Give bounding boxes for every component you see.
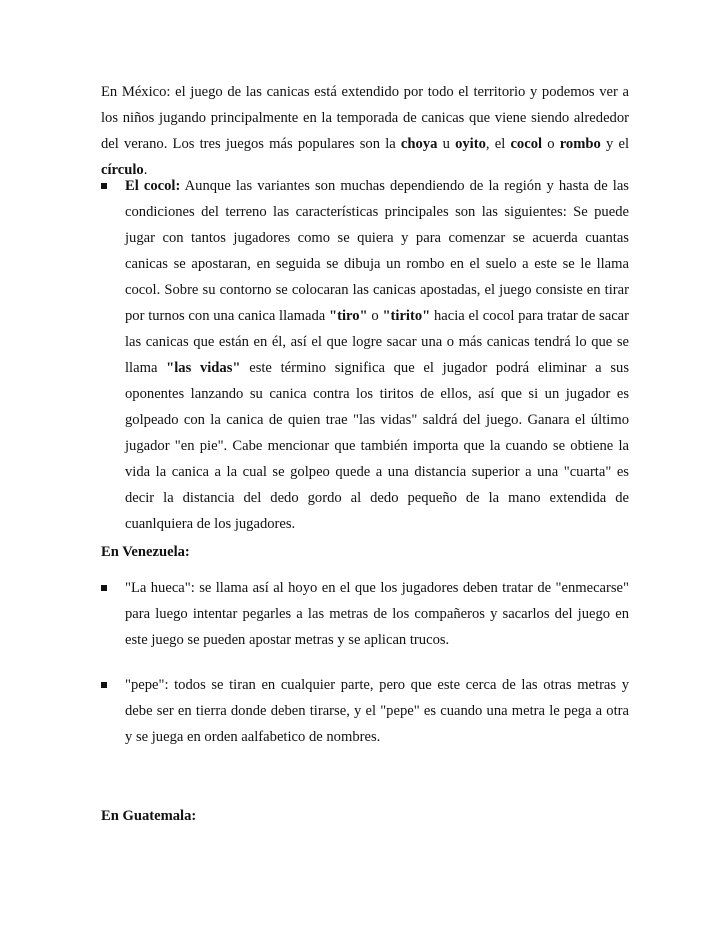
bold-term: rombo	[559, 136, 601, 152]
list-item-cocol	[101, 173, 629, 537]
bold-term: "tirito"	[382, 308, 431, 324]
guatemala-heading: En Guatemala:	[101, 808, 197, 824]
list-item-text: "pepe": todos se tiran en cualquier parte, pero que este cerca de las otras metras y debe ser en tierra donde deben tirarse, y el "pepe" es cuando una metra le pega a otra y se juega en orden aalfabetico de nombres.	[125, 677, 629, 745]
text-run: o	[367, 308, 383, 324]
text-run: o	[542, 136, 560, 152]
text-run: En México: el juego de las canicas está extendido por todo el territorio y podemos ver a los niños jugando principalmente en la temporada de canicas que viene siendo alrededor del verano. Los tres juegos más populares son la	[101, 84, 629, 152]
text-run: este término significa que el jugador podrá eliminar a sus oponentes lanzando su canica contra los tiritos de ellos, así que si un jugador es golpeado con la canica de quien trae "las vidas" saldrá del juego. Ganara el último jugador "en pie". Cabe mencionar que también importa que la cuando se obtiene la vida la canica a la cual se golpeo quede a una distancia superior a una "cuarta" es decir la distancia del dedo gordo al dedo pequeño de la mano extendida de cuanlquiera de los jugadores.	[125, 360, 629, 532]
text-run: hacia el cocol para tratar de sacar las canicas que están en él, así el que logre sacar una o más canicas tendrá lo que se llama	[125, 308, 630, 376]
cocol-paragraph	[125, 173, 629, 537]
item-title: El cocol:	[125, 178, 181, 194]
text-run: .	[143, 162, 148, 178]
text-run: , el	[485, 136, 511, 152]
venezuela-list-2	[101, 672, 629, 750]
bold-term: círculo	[101, 162, 144, 178]
list-item	[101, 575, 629, 653]
bold-term: "tiro"	[329, 308, 368, 324]
bold-term: choya	[400, 136, 438, 152]
venezuela-list	[101, 575, 629, 653]
square-bullet-icon	[101, 183, 107, 189]
mexico-games-list	[101, 173, 629, 537]
list-item-text: "La hueca": se llama así al hoyo en el que los jugadores deben tratar de "enmecarse" para luego intentar pegarles a las metras de los compañeros y sacarlos del juego en este juego se pueden apostar metras y se aplican trucos.	[125, 580, 629, 648]
mexico-paragraph	[101, 79, 629, 183]
list-item	[101, 672, 629, 750]
bold-term: cocol	[510, 136, 543, 152]
bold-term: oyito	[455, 136, 486, 152]
venezuela-heading: En Venezuela:	[101, 544, 190, 560]
bold-term: "las vidas"	[166, 360, 241, 376]
square-bullet-icon	[101, 585, 107, 591]
text-run: Aunque las variantes son muchas dependiendo de la región y hasta de las condiciones del terreno las características principales son las siguientes: Se puede jugar con tantos jugadores como se quiera y para comenzar se acuerda cuantas canicas se apostaran, en seguida se dibuja un rombo en el suelo a este se le llama cocol. Sobre su contorno se colocaran las canicas apostadas, el juego consiste en tirar por turnos con una canica llamada	[125, 178, 629, 324]
square-bullet-icon	[101, 682, 107, 688]
text-run: y el	[600, 136, 630, 152]
text-run: u	[437, 136, 456, 152]
